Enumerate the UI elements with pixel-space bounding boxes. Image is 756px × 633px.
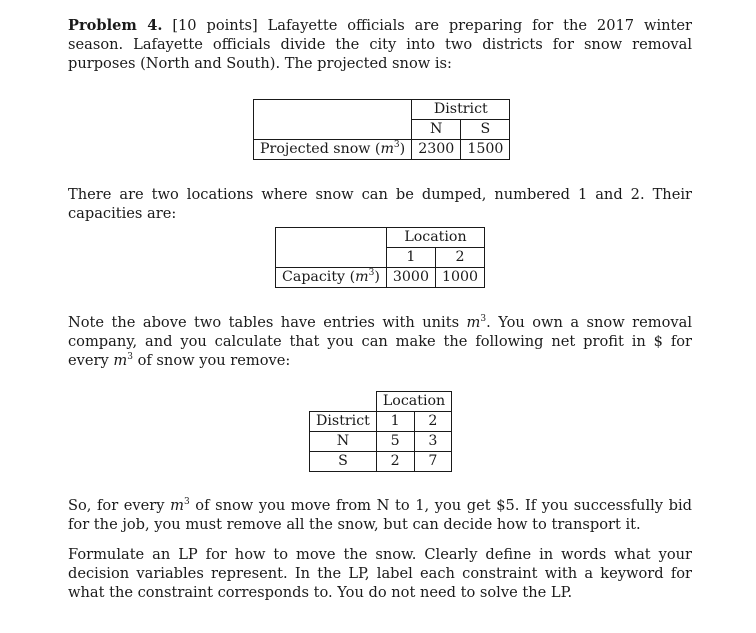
note-text [68, 313, 692, 370]
task-text: Formulate an LP for how to move the snow. Clearly define in words what your decision variables represent. In the LP, label each constraint with a keyword for what the constraint corresponds to. You do not need to solve the LP. [68, 546, 692, 601]
capacity-table [275, 227, 485, 288]
table-cell-empty [254, 100, 412, 120]
math-var: m [113, 352, 128, 369]
note-part: Note the above two tables have entries with units [68, 314, 467, 331]
problem-intro-text: Lafayette officials are preparing for the 2017 winter season. Lafayette officials divide the city into two districts for snow removal purposes (North and South). The projected snow is: [68, 17, 692, 72]
table-value: 1000 [435, 268, 484, 288]
row-label: S [310, 452, 377, 472]
column-header: N [412, 120, 461, 140]
column-header: 1 [376, 412, 414, 432]
math-var: m [170, 497, 184, 514]
row-label: Projected snow $(m^3)$ [254, 140, 412, 160]
math-exp: 3 [183, 497, 190, 507]
math-var: m [466, 314, 481, 331]
column-header: 2 [414, 412, 452, 432]
table-value: 3000 [386, 268, 435, 288]
note-part: of snow you remove: [132, 352, 291, 369]
profit-table [309, 391, 452, 472]
table-cell-empty [276, 228, 387, 248]
column-header: 2 [435, 248, 484, 268]
column-header: S [461, 120, 510, 140]
location-header: Location [386, 228, 484, 248]
dump-locations-text: There are two locations where snow can be dumped, numbered 1 and 2. Their capacities are: [68, 186, 692, 222]
unit-exp: 3 [368, 268, 375, 278]
table-cell-empty [254, 120, 412, 140]
table-value: 5 [376, 432, 414, 452]
row-label: Capacity $(m^3)$ [276, 268, 387, 288]
example-part: So, for every [68, 497, 171, 514]
unit-var: m [355, 269, 369, 285]
problem-intro [68, 16, 692, 73]
district-header: District [310, 412, 377, 432]
table-value: 2300 [412, 140, 461, 160]
table-value: 2 [376, 452, 414, 472]
projected-snow-table [253, 99, 510, 160]
location-header: Location [376, 392, 451, 412]
row-label-text: Capacity [282, 269, 346, 285]
math-exp: 3 [480, 314, 487, 324]
problem-points: [10 points] [172, 17, 258, 34]
column-header: 1 [386, 248, 435, 268]
table-cell-empty [310, 392, 377, 412]
unit-exp: 3 [393, 140, 400, 150]
table-value: 1500 [461, 140, 510, 160]
district-header: District [412, 100, 510, 120]
table-value: 3 [414, 432, 452, 452]
example-part: of snow you move from N to 1, you get $5. If you successfully bid for the job, you must remove all the snow, but can decide how to transport it. [68, 497, 692, 533]
math-exp: 3 [127, 352, 133, 362]
example-text [68, 496, 692, 534]
table-cell-empty [276, 248, 387, 268]
row-label: N [310, 432, 377, 452]
table-value: 7 [414, 452, 452, 472]
unit-var: m [380, 141, 394, 157]
note-part: . You own a snow removal company, and you calculate that you can make the following net profit in $ for every [68, 314, 693, 369]
problem-label: Problem 4. [68, 17, 163, 34]
row-label-text: Projected snow [260, 141, 371, 157]
